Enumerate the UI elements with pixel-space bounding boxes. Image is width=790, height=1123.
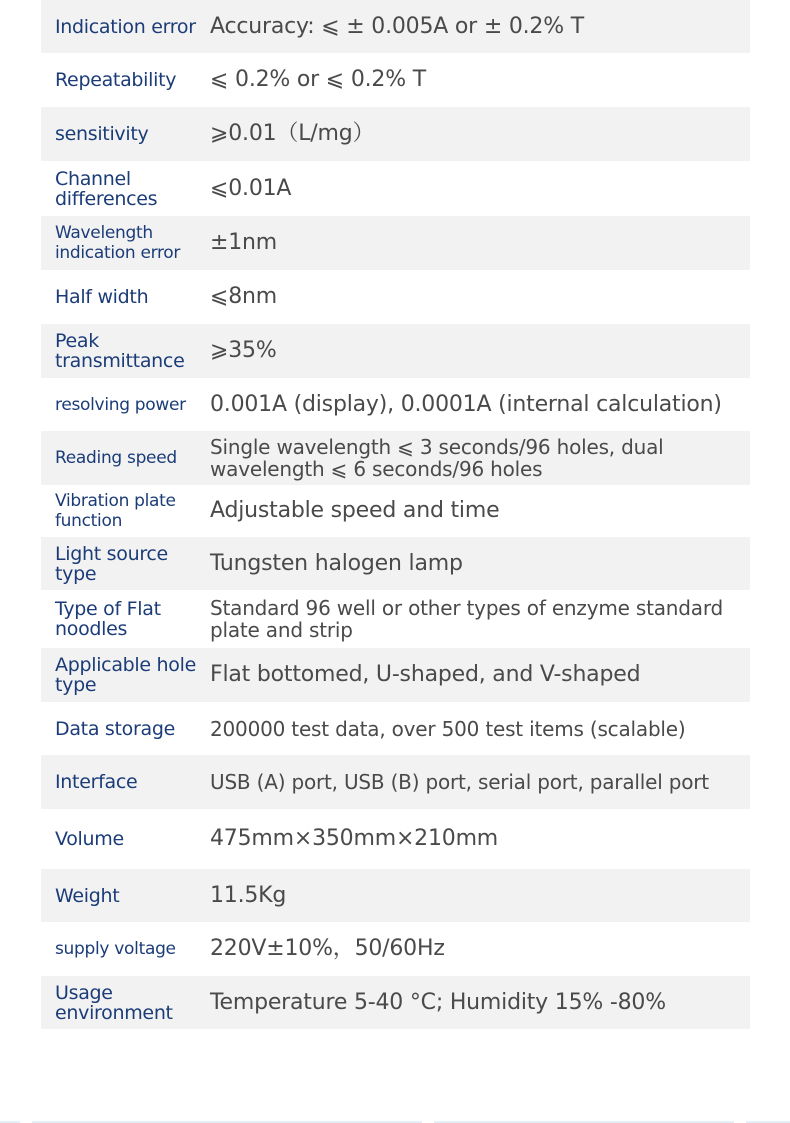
table-row-channel-differences [41, 161, 750, 216]
row-label: Usage environment [55, 981, 173, 1024]
row-value: ⩽ 0.2% or ⩽ 0.2% T [210, 67, 426, 92]
row-label: Volume [55, 828, 124, 850]
table-row-data-storage [41, 702, 750, 755]
row-label: Vibration plate function [55, 491, 176, 531]
row-label: Repeatability [55, 69, 177, 91]
row-value: Standard 96 well or other types of enzyme standard plate and strip [210, 596, 723, 642]
specification-table [41, 0, 750, 1029]
row-value: 200000 test data, over 500 test items (scalable) [210, 716, 686, 741]
table-row-sensitivity [41, 107, 750, 161]
row-value: Temperature 5-40 °C; Humidity 15% -80% [210, 989, 666, 1015]
row-label: Data storage [55, 717, 175, 740]
table-row-volume [41, 809, 750, 869]
row-label: Light source type [55, 542, 168, 585]
row-label: resolving power [55, 394, 186, 415]
row-label: Wavelength indication error [55, 223, 181, 263]
table-row-vibration-plate-function [41, 485, 750, 537]
table-row-weight [41, 869, 750, 922]
row-value: ⩾0.01（L/mg） [210, 121, 375, 146]
row-value: ±1nm [210, 230, 278, 255]
table-row-indication-error [41, 0, 750, 53]
table-row-peak-transmittance [41, 324, 750, 378]
row-value: 475mm×350mm×210mm [210, 826, 499, 851]
row-label: Half width [55, 286, 149, 308]
row-label: Interface [55, 771, 138, 793]
row-value: USB (A) port, USB (B) port, serial port, parallel port [210, 770, 709, 794]
row-label: Applicable hole type [55, 654, 196, 696]
table-row-applicable-hole-type [41, 648, 750, 702]
table-row-supply-voltage [41, 922, 750, 976]
row-value: ⩾35% [210, 338, 277, 363]
row-label: supply voltage [55, 939, 176, 959]
row-label: Peak transmittance [55, 330, 185, 372]
row-value: ⩽0.01A [210, 175, 292, 201]
table-row-interface [41, 755, 750, 809]
row-value: Adjustable speed and time [210, 498, 500, 523]
row-value: ⩽8nm [210, 284, 278, 309]
row-value: Single wavelength ⩽ 3 seconds/96 holes, dual wavelength ⩽ 6 seconds/96 holes [210, 435, 664, 481]
table-row-wavelength-indication-error [41, 216, 750, 270]
table-row-repeatability [41, 53, 750, 107]
table-row-type-of-plate [41, 590, 750, 648]
table-row-half-width [41, 270, 750, 324]
row-value: Accuracy: ⩽ ± 0.005A or ± 0.2% T [210, 13, 584, 39]
row-label: Channel differences [55, 167, 158, 210]
row-value: 0.001A (display), 0.0001A (internal calculation) [210, 391, 722, 417]
table-row-resolving-power [41, 378, 750, 431]
table-row-reading-speed [41, 431, 750, 485]
row-value: Tungsten halogen lamp [210, 550, 463, 576]
row-label: sensitivity [55, 123, 149, 145]
row-value: 11.5Kg [210, 882, 287, 908]
row-value: 220V±10%，50/60Hz [210, 936, 445, 961]
row-label: Type of Flat noodles [55, 598, 161, 640]
row-label: Indication error [55, 15, 196, 38]
table-row-usage-environment [41, 976, 750, 1029]
row-value: Flat bottomed, U-shaped, and V-shaped [210, 662, 641, 687]
row-label: Weight [55, 884, 120, 907]
table-row-light-source-type [41, 537, 750, 590]
row-label: Reading speed [55, 448, 177, 468]
